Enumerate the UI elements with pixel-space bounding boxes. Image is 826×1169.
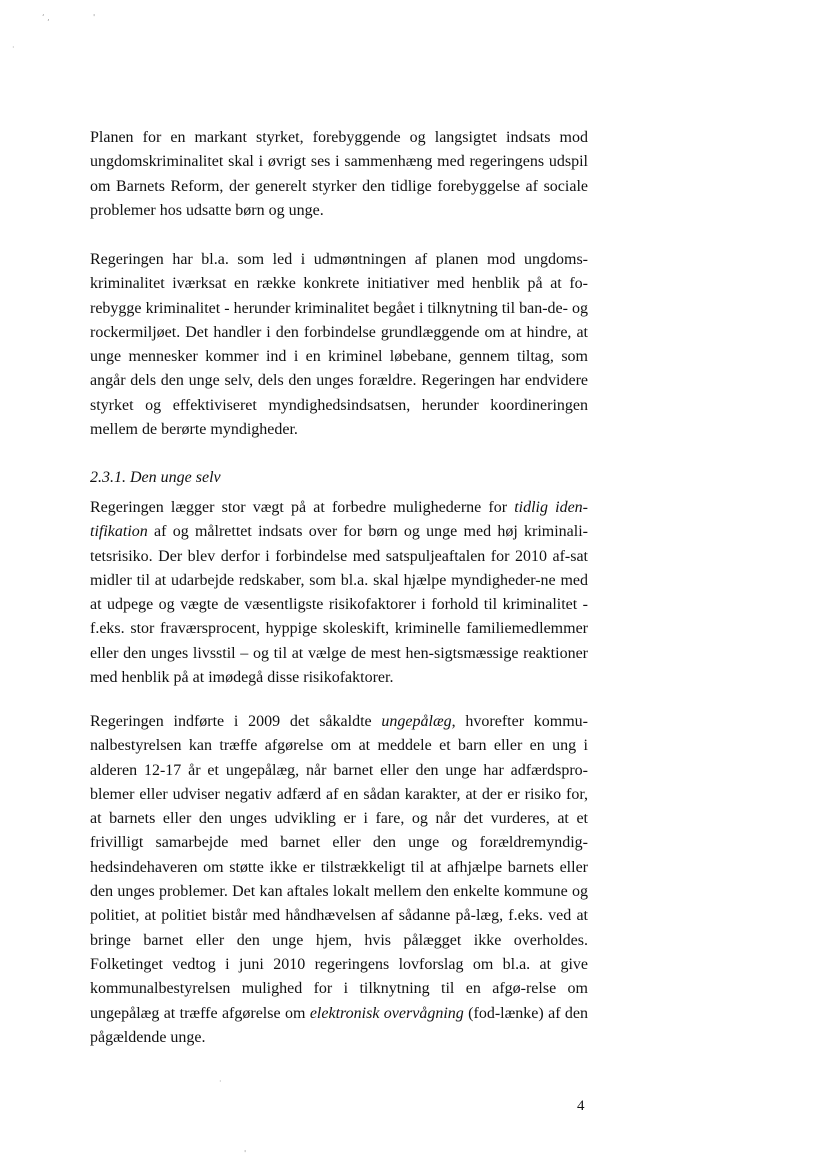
- paragraph-3-text-rest: af og målrettet indsats over for børn og unge med høj kriminali-tetsrisiko. Der blev derfor i forbindelse med satspuljeaftalen for 2010 af-sat midler til at udarbejde redskaber, som bl.a. skal hjælpe myndigheder-ne med at udpege og vægte de væsentligste risikofaktorer i forhold til kriminalitet - f.eks. stor fraværsprocent, hyppige skoleskift, kriminelle familiemedlemmer eller den unges livsstil – og til at vælge de mest hen-sigtsmæssige reaktioner med henblik på at imødegå disse risikofaktorer.: [90, 523, 588, 687]
- paragraph-4-emphasis-overvaagning: elektronisk overvågning: [309, 1004, 464, 1022]
- paragraph-4-text-middle: , hvorefter kommu-nalbestyrelsen kan træffe afgørelse om at meddele et barn eller en ung i alderen 12-17 år et ungepålæg, når barnet eller den unge har adfærdspro-blemer eller udviser negativ adfærd af en sådan karakter, at der er risiko for, at barnets eller den unges udvikling er i fare, og når det vurderes, at et frivilligt samarbejde med barnet eller den unge og forældremyndig-hedsindehaveren om støtte ikke er tilstrækkeligt til at afhjælpe barnets eller den unges problemer. Det kan aftales lokalt mellem den enkelte kommune og politiet, at politiet bistår med håndhævelsen af sådanne på-læg, f.eks. ved at bringe barnet eller den unge hjem, hvis pålægget ikke overholdes. Folketinget vedtog i juni 2010 regeringens lovforslag om bl.a. at give kommunalbestyrelsen mulighed for i tilknytning til en afgø-relse om ungepålæg at træffe afgørelse om: [90, 713, 589, 1022]
- scan-speck: ‘ ,: [42, 13, 50, 22]
- scan-speck: ·: [219, 1077, 222, 1086]
- page-number: 4: [577, 1098, 585, 1114]
- scan-speck: ': [244, 1149, 247, 1158]
- paragraph-1: Planen for en markant styrket, forebyggende og langsigtet indsats mod ungdomskriminalitet skal i øvrigt ses i sammenhæng med regeringens udspil om Barnets Reform, der generelt styrker den tidlige forebyggelse af sociale problemer hos udsatte børn og unge.: [90, 129, 588, 219]
- paragraph-3-emphasis: tidlig iden-tifikation: [90, 499, 589, 541]
- paragraph-3-text: Regeringen lægger stor vægt på at forbedre mulighederne for: [90, 499, 515, 516]
- paragraph-3: [90, 496, 588, 690]
- paragraph-4-text-rest: (fod-lænke) af den pågældende unge.: [90, 1004, 589, 1046]
- paragraph-4-text: Regeringen indførte i 2009 det såkaldte: [90, 713, 382, 730]
- section-heading: 2.3.1. Den unge selv: [90, 469, 221, 486]
- scan-speck: ·: [12, 43, 15, 52]
- paragraph-4: [90, 710, 588, 1050]
- paragraph-4-emphasis-ungepalaeg: ungepålæg: [381, 713, 452, 730]
- scan-speck: ': [93, 13, 96, 22]
- paragraph-2: Regeringen har bl.a. som led i udmøntningen af planen mod ungdoms-kriminalitet iværksat en række konkrete initiativer med henblik på at fo-rebygge kriminalitet - herunder kriminalitet begået i tilknytning til ban-de- og rockermiljøet. Det handler i den forbindelse grundlæggende om at hindre, at unge mennesker kommer ind i en kriminel løbebane, gennem tiltag, som angår dels den unge selv, dels den unges forældre. Regeringen har endvidere styrket og effektiviseret myndighedsindsatsen, herunder koordineringen mellem de berørte myndigheder.: [90, 251, 588, 439]
